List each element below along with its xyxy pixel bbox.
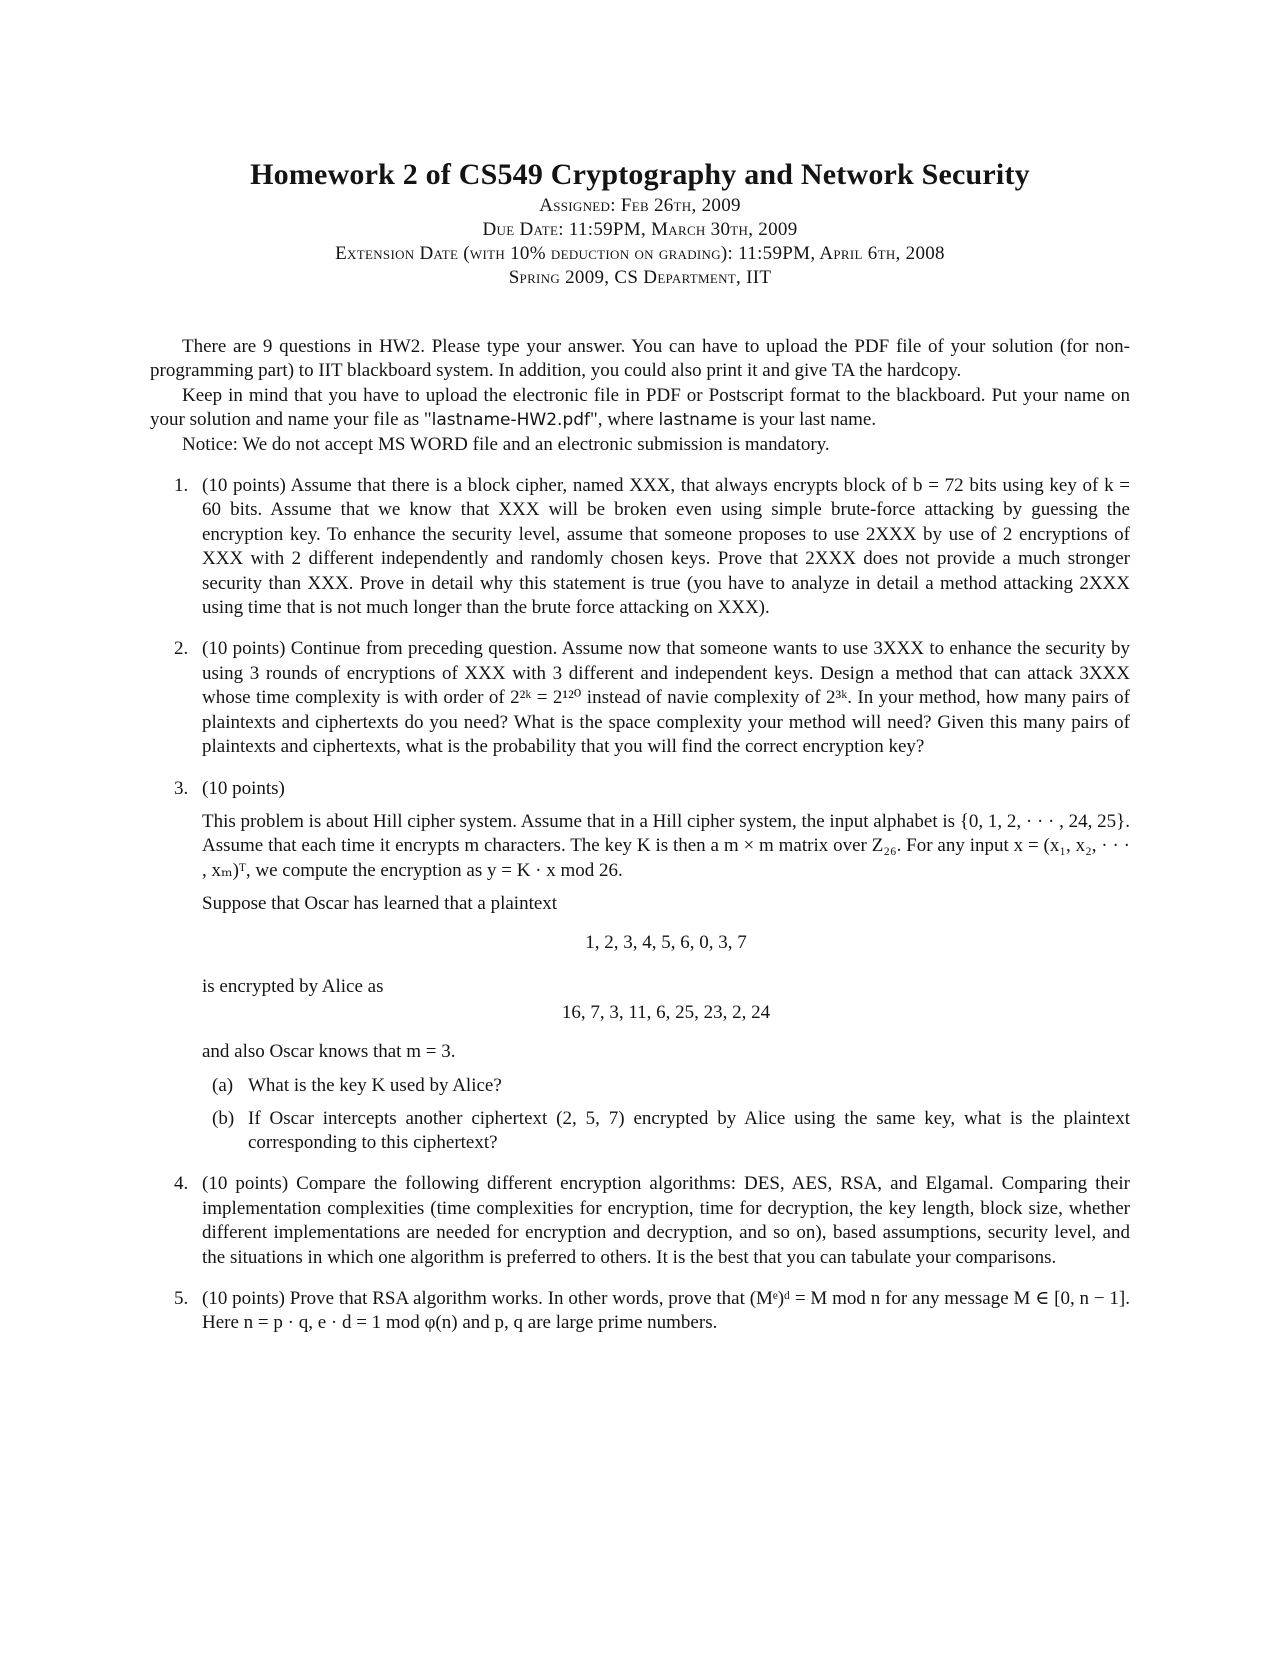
- intro-p2-part-c: is your last name.: [737, 409, 877, 431]
- question-3-subparts: [202, 1074, 1130, 1155]
- question-3-head: (10 points): [202, 777, 285, 799]
- semester-line: Spring 2009, CS Department, IIT: [508, 267, 772, 288]
- subpart-text: What is the key K used by Alice?: [248, 1075, 502, 1097]
- question-number: 2.: [174, 638, 189, 660]
- question-text: (10 points) Continue from preceding question. Assume now that someone wants to use 3XXX to enhance the security by using 3 rounds of encryptions of XXX with 3 different and independent keys. Design a method that can attack 3XXX whose time complexity is with order of 2²ᵏ = 2¹²⁰ instead of navie complexity of 2³ᵏ. In your method, how many pairs of plaintexts and ciphertexts do you need? What is the space complexity your method will need? Given this many pairs of plaintexts and ciphertexts, what is the probability that you will find the correct encryption key?: [202, 638, 1130, 758]
- notice-paragraph: Notice: We do not accept MS WORD file and an electronic submission is mandatory.: [182, 433, 830, 455]
- plaintext-sequence: 1, 2, 3, 4, 5, 6, 0, 3, 7: [585, 931, 747, 953]
- question-number: 1.: [174, 475, 189, 497]
- intro-paragraph-2: [150, 384, 1130, 433]
- subpart-label: (a): [212, 1075, 234, 1097]
- ciphertext-sequence: 16, 7, 3, 11, 6, 25, 23, 2, 24: [561, 1002, 771, 1024]
- question-number: 5.: [174, 1288, 189, 1309]
- plaintext-intro: Suppose that Oscar has learned that a plaintext: [202, 893, 558, 915]
- lastname-term: lastname: [658, 410, 738, 431]
- question-3a: [202, 1074, 1130, 1098]
- question-text: (10 points) Prove that RSA algorithm works. In other words, prove that (Mᵉ)ᵈ = M mod n for any message M ∈ [0, n − 1]. Here n = p · q, e · d = 1 mod φ(n) and p, q are large prime numbers.: [202, 1288, 1130, 1334]
- question-number: 4.: [174, 1173, 189, 1195]
- document-header: [150, 156, 1130, 290]
- intro-p2-part-a: Keep in mind that you have to upload the electronic file in PDF or Postscript format to the blackboard. Put your name on your solution and name your file as ": [150, 384, 1130, 431]
- question-1: [150, 474, 1130, 620]
- subpart-label: (b): [212, 1107, 235, 1129]
- ciphertext-intro: is encrypted by Alice as: [202, 975, 384, 997]
- subpart-text: If Oscar intercepts another ciphertext (2, 5, 7) encrypted by Alice using the same key, what is the plaintext corresponding to this ciphertext?: [248, 1107, 1130, 1153]
- question-text: (10 points) Compare the following different encryption algorithms: DES, AES, RSA, and Elgamal. Comparing their implementation complexities (time complexities for encryption, time for decryption, the key length, block size, whether different implementations are needed for encryption and decryption, and so on), based assumptions, security level, and the situations in which one algorithm is preferred to others. It is the best that you can tabulate your comparisons.: [202, 1173, 1130, 1268]
- question-3: [150, 777, 1130, 1156]
- intro-p2-part-b: ", where: [590, 409, 659, 431]
- question-2: [150, 637, 1130, 759]
- question-4: [150, 1172, 1130, 1270]
- question-5: [150, 1287, 1130, 1336]
- document-title: Homework 2 of CS549 Cryptography and Network Security: [250, 158, 1030, 191]
- m-value-statement: and also Oscar knows that m = 3.: [202, 1040, 456, 1062]
- question-text: (10 points) Assume that there is a block cipher, named XXX, that always encrypts block of b = 72 bits using key of k = 60 bits. Assume that we know that XXX will be broken even using simple brute-force attacking by guessing the encryption key. To enhance the security level, assume that someone proposes to use 2XXX by use of 2 encryptions of XXX with 2 different independently and randomly chosen keys. Prove that 2XXX does not provide a much stronger security than XXX. Prove in detail why this statement is true (you have to analyze in detail a method attacking 2XXX using time that is not much longer than the brute force attacking on XXX).: [202, 475, 1130, 619]
- extension-date: Extension Date (with 10% deduction on grading): 11:59PM, April 6th, 2008: [335, 243, 945, 264]
- question-3b: [202, 1107, 1130, 1156]
- intro-paragraph-1: There are 9 questions in HW2. Please type your answer. You can have to upload the PDF file of your solution (for non-programming part) to IIT blackboard system. In addition, you could also print it and give TA the hardcopy.: [150, 336, 1130, 382]
- question-number: 3.: [174, 777, 189, 799]
- due-date: Due Date: 11:59PM, March 30th, 2009: [482, 219, 798, 240]
- question-list: [150, 474, 1130, 1336]
- hill-cipher-description: This problem is about Hill cipher system. Assume that in a Hill cipher system, the input alphabet is {0, 1, 2, · · · , 24, 25}. Assume that each time it encrypts m characters. The key K is then a m × m matrix over Z₂₆. For any input x = (x₁, x₂, · · · , xₘ)ᵀ, we compute the encryption as y = K · x mod 26.: [202, 810, 1130, 881]
- assigned-date: Assigned: Feb 26th, 2009: [539, 195, 741, 216]
- file-name-example: lastname-HW2.pdf: [431, 410, 591, 431]
- document-body: [150, 335, 1130, 1353]
